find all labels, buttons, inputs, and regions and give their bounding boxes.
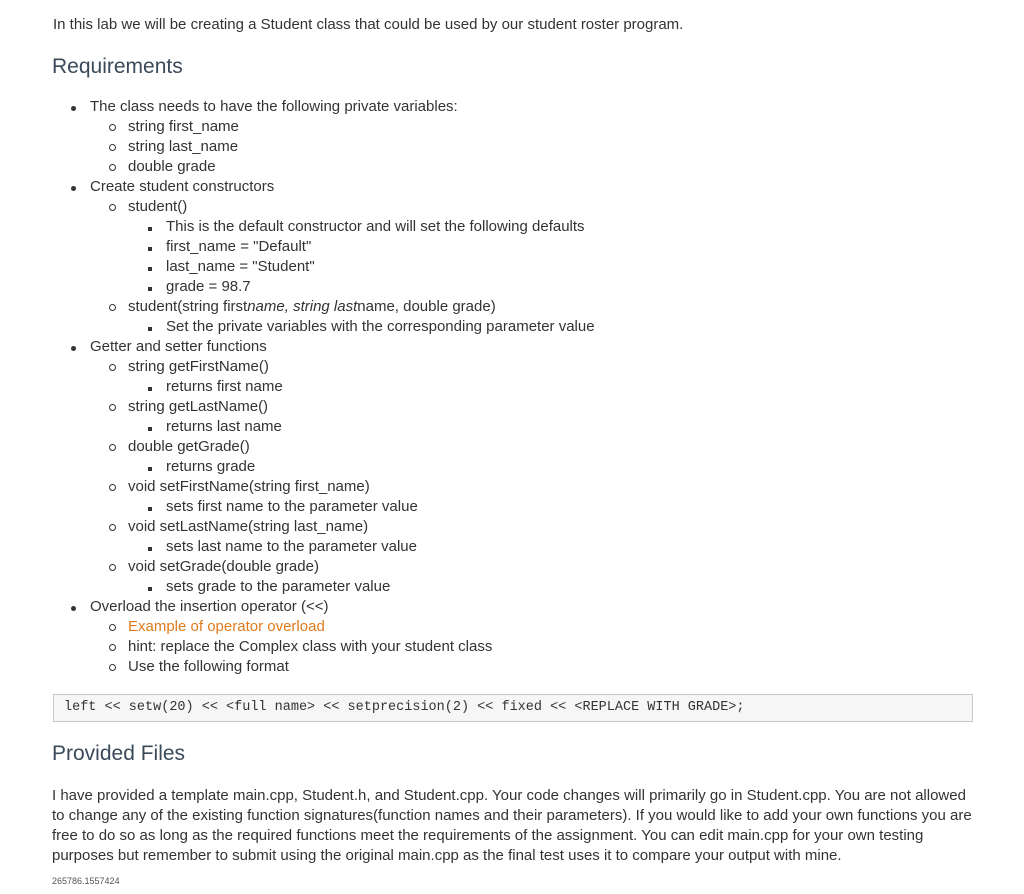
- list-item: double getGrade(): [0, 437, 1000, 457]
- bullet-square-icon: [148, 247, 152, 251]
- list-item: Set the private variables with the corresponding parameter value: [0, 317, 1000, 337]
- list-item: hint: replace the Complex class with your student class: [0, 637, 1000, 657]
- list-item: sets grade to the parameter value: [0, 577, 1000, 597]
- bullet-square-icon: [148, 467, 152, 471]
- list-item: void setLastName(string last_name): [0, 517, 1000, 537]
- code-block: left << setw(20) << <full name> << setprecision(2) << fixed << <REPLACE WITH GRADE>;: [53, 694, 973, 722]
- bullet-square-icon: [148, 387, 152, 391]
- list-item: string getFirstName(): [0, 357, 1000, 377]
- list-item: returns first name: [0, 377, 1000, 397]
- bullet-disc-icon: [71, 346, 76, 351]
- bullet-circle-icon: [109, 644, 116, 651]
- bullet-square-icon: [148, 587, 152, 591]
- bullet-circle-icon: [109, 144, 116, 151]
- list-item: void setFirstName(string first_name): [0, 477, 1000, 497]
- bullet-square-icon: [148, 427, 152, 431]
- list-item: returns last name: [0, 417, 1000, 437]
- list-item: grade = 98.7: [0, 277, 1000, 297]
- list-item: Getter and setter functions: [0, 337, 1000, 357]
- bullet-circle-icon: [109, 484, 116, 491]
- bullet-square-icon: [148, 547, 152, 551]
- bullet-circle-icon: [109, 124, 116, 131]
- list-item: returns grade: [0, 457, 1000, 477]
- list-item: student(): [0, 197, 1000, 217]
- list-item: Overload the insertion operator (<<): [0, 597, 1000, 617]
- bullet-circle-icon: [109, 164, 116, 171]
- list-item: This is the default constructor and will set the following defaults: [0, 217, 1000, 237]
- list-item: void setGrade(double grade): [0, 557, 1000, 577]
- bullet-circle-icon: [109, 624, 116, 631]
- bullet-circle-icon: [109, 564, 116, 571]
- bullet-circle-icon: [109, 524, 116, 531]
- provided-files-heading: Provided Files: [52, 742, 186, 765]
- list-item: string first_name: [0, 117, 1000, 137]
- bullet-circle-icon: [109, 444, 116, 451]
- list-item: sets last name to the parameter value: [0, 537, 1000, 557]
- list-item: Use the following format: [0, 657, 1000, 677]
- requirements-heading: Requirements: [52, 55, 183, 78]
- list-item: last_name = "Student": [0, 257, 1000, 277]
- list-item: sets first name to the parameter value: [0, 497, 1000, 517]
- bullet-square-icon: [148, 507, 152, 511]
- list-item: string getLastName(): [0, 397, 1000, 417]
- bullet-disc-icon: [71, 606, 76, 611]
- bullet-disc-icon: [71, 186, 76, 191]
- footer-id: 265786.1557424: [52, 876, 120, 886]
- list-item: first_name = "Default": [0, 237, 1000, 257]
- bullet-circle-icon: [109, 304, 116, 311]
- intro-text: In this lab we will be creating a Student class that could be used by our student roster program.: [53, 16, 684, 33]
- bullet-square-icon: [148, 327, 152, 331]
- bullet-circle-icon: [109, 404, 116, 411]
- bullet-square-icon: [148, 287, 152, 291]
- list-item: string last_name: [0, 137, 1000, 157]
- bullet-circle-icon: [109, 364, 116, 371]
- provided-files-text: I have provided a template main.cpp, Student.h, and Student.cpp. Your code changes will primarily go in Student.cpp. You are not allowed to change any of the existing function signatures(function names and their parameters). If you would like to add your own functions you are free to do so as long as the required functions meet the requirements of the assignment. You can edit main.cpp for your own testing purposes but remember to submit using the original main.cpp as the final test uses it to compare your output with mine.: [52, 787, 972, 864]
- list-item: The class needs to have the following private variables:: [0, 97, 1000, 117]
- bullet-square-icon: [148, 227, 152, 231]
- list-item: [0, 617, 1000, 637]
- list-item: student(string firstname, string lastname, double grade): [0, 297, 1000, 317]
- list-item: double grade: [0, 157, 1000, 177]
- list-item: Create student constructors: [0, 177, 1000, 197]
- operator-overload-link[interactable]: Example of operator overload: [128, 618, 325, 635]
- bullet-circle-icon: [109, 664, 116, 671]
- requirements-list: [0, 97, 1000, 677]
- bullet-square-icon: [148, 267, 152, 271]
- bullet-circle-icon: [109, 204, 116, 211]
- bullet-disc-icon: [71, 106, 76, 111]
